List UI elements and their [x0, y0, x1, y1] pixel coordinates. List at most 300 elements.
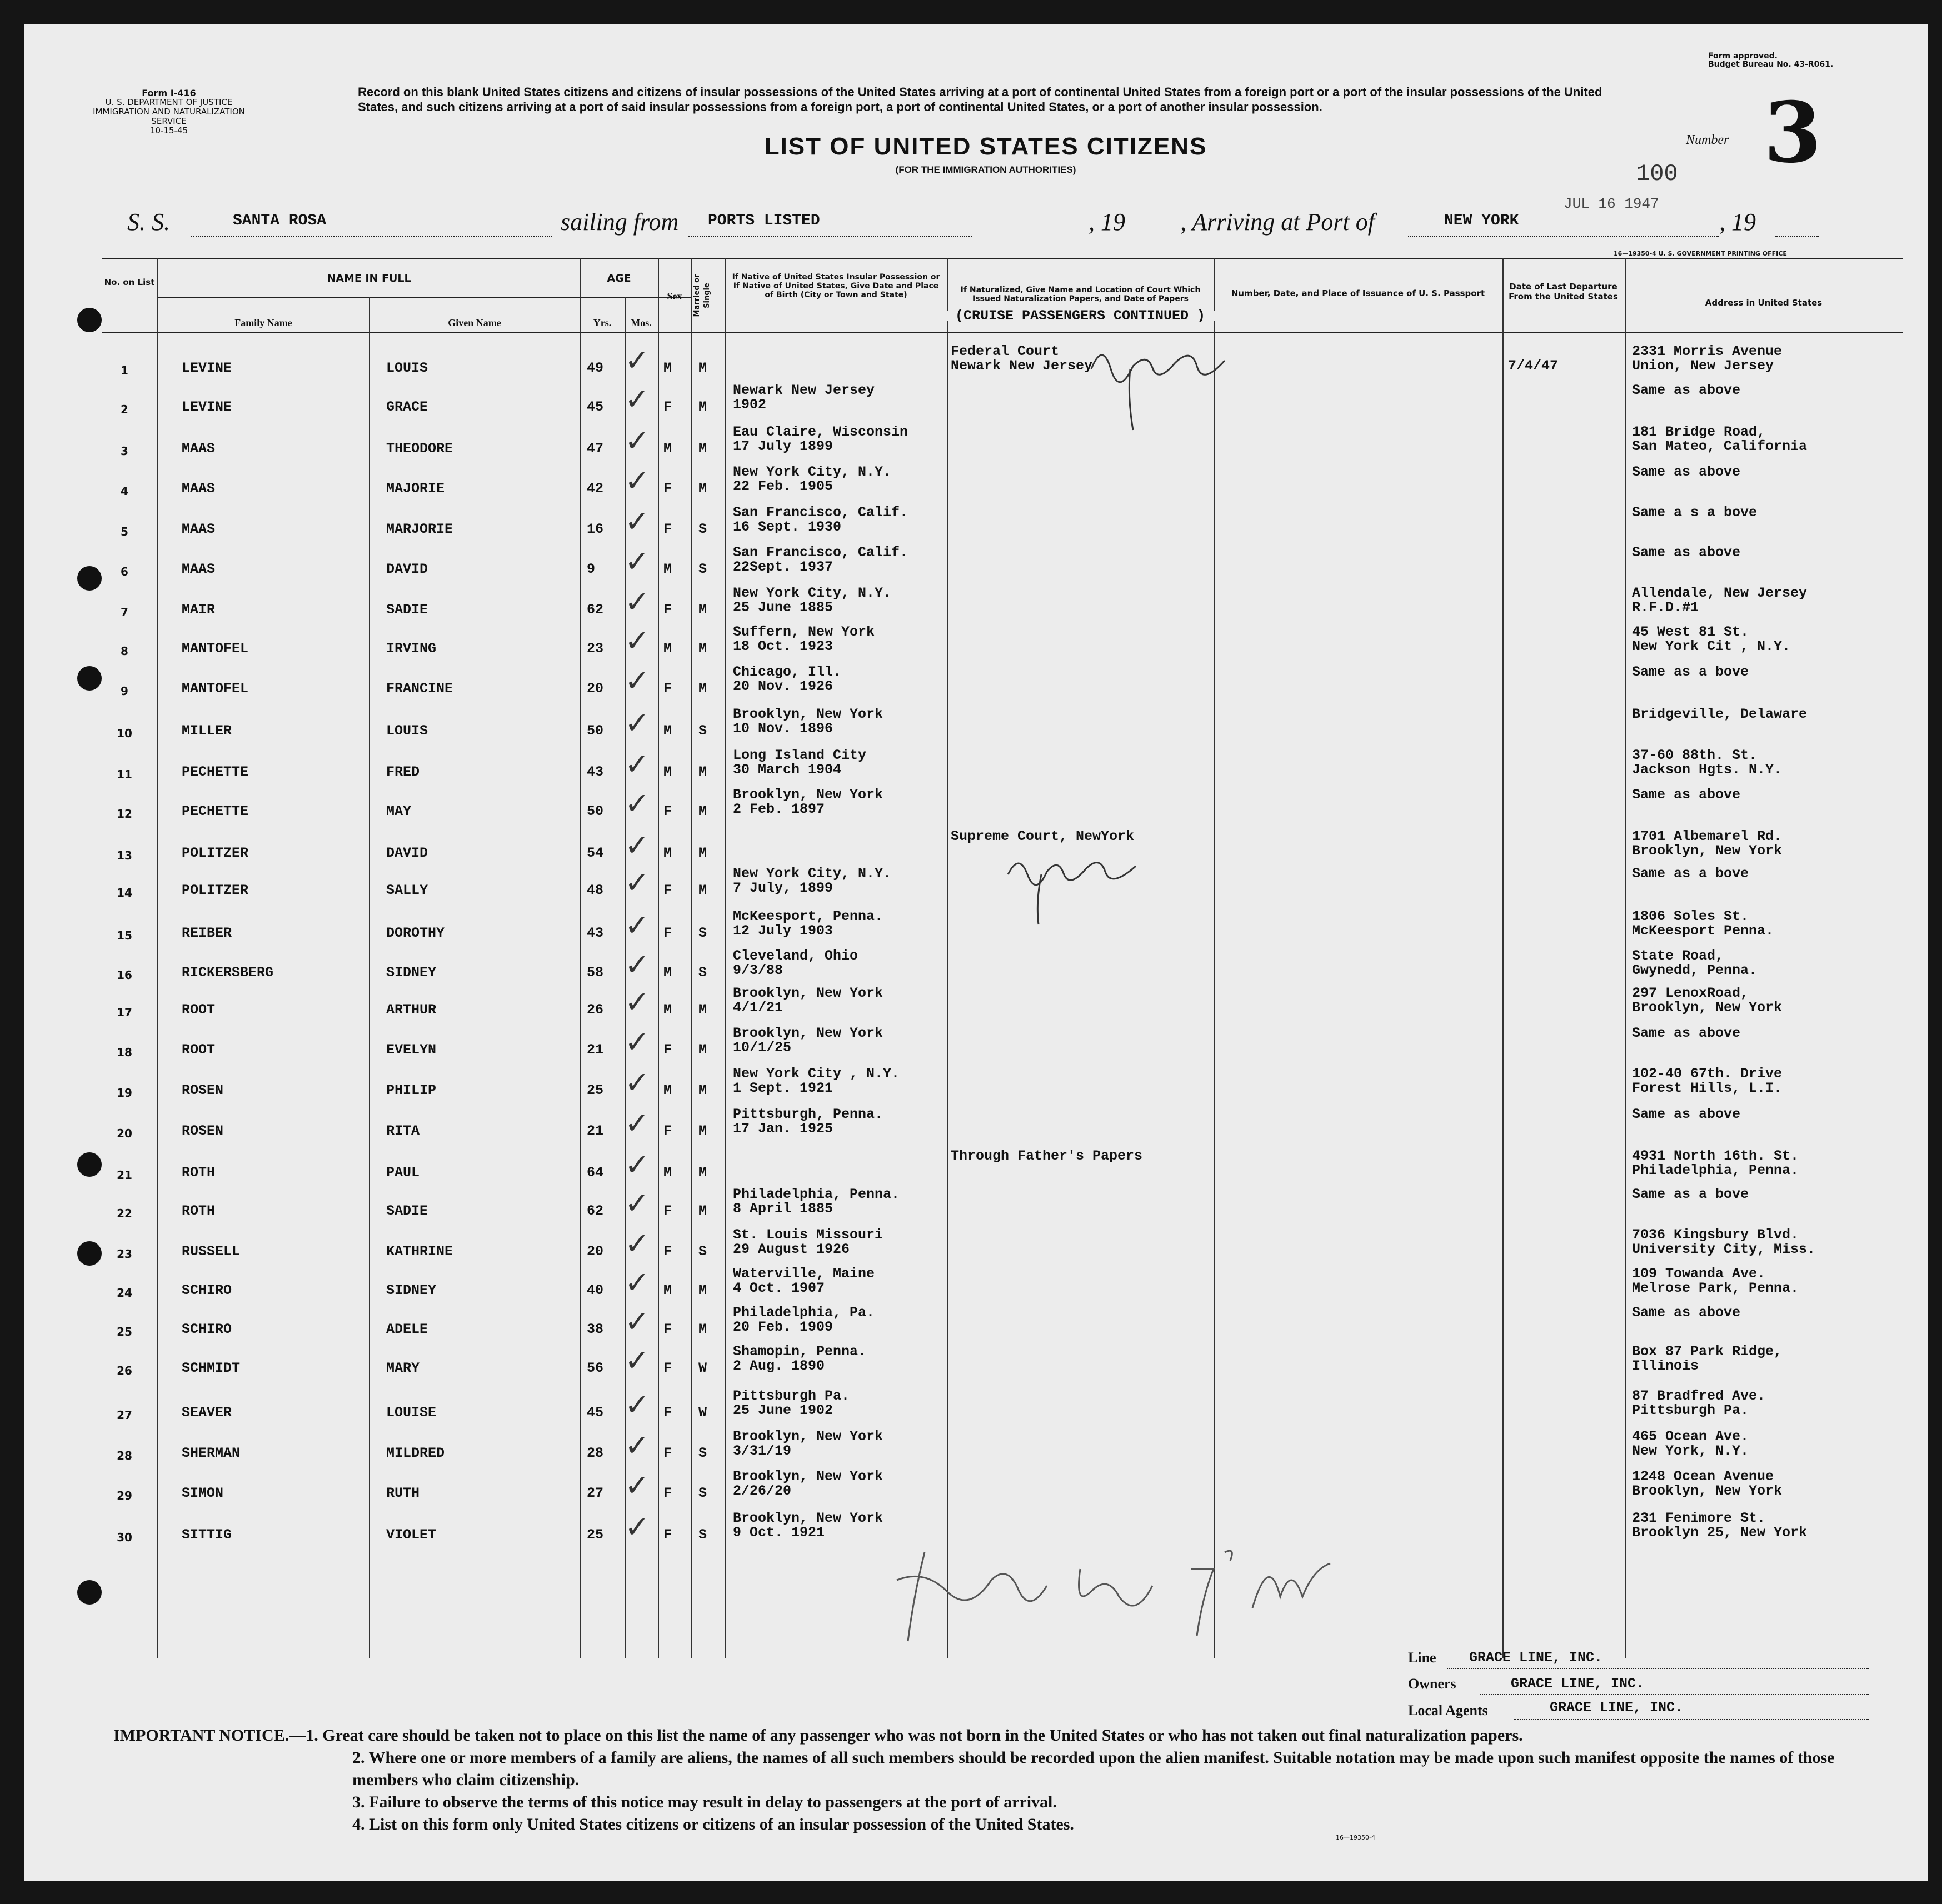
- col-rule: [691, 258, 692, 1658]
- age-years: 21: [587, 1042, 604, 1058]
- address-line-1: Same as above: [1632, 787, 1741, 803]
- year-underline: [1775, 236, 1819, 237]
- marital-status: S: [698, 561, 707, 577]
- age-years: 42: [587, 481, 604, 497]
- given-name: ARTHUR: [386, 1002, 437, 1018]
- line-value: GRACE LINE, INC.: [1469, 1650, 1603, 1666]
- check-mark-icon: ✓: [625, 623, 650, 658]
- check-mark-icon: ✓: [625, 504, 650, 539]
- check-mark-icon: ✓: [625, 947, 650, 982]
- check-mark-icon: ✓: [625, 1304, 650, 1339]
- given-name: MARJORIE: [386, 521, 453, 537]
- age-years: 27: [587, 1485, 604, 1501]
- age-years: 43: [587, 925, 604, 941]
- given-name: SALLY: [386, 882, 428, 898]
- check-mark-icon: ✓: [625, 828, 650, 863]
- row-number: 23: [117, 1247, 132, 1261]
- age-years: 49: [587, 360, 604, 376]
- check-mark-icon: ✓: [625, 1025, 650, 1060]
- year-label: , 19: [1089, 208, 1125, 236]
- sex: M: [663, 641, 672, 657]
- age-years: 25: [587, 1082, 604, 1098]
- header-no: No. on List: [104, 277, 155, 287]
- date-stamp: JUL 16 1947: [1564, 196, 1659, 212]
- col-rule: [1625, 258, 1626, 1658]
- marital-status: S: [698, 1485, 707, 1501]
- check-mark-icon: ✓: [625, 382, 650, 417]
- address-line-1: Same as above: [1632, 1025, 1741, 1041]
- birth-date: 2 Aug. 1890: [733, 1358, 825, 1374]
- family-name: LEVINE: [182, 360, 232, 376]
- punch-hole: [77, 1241, 102, 1266]
- col-rule: [947, 258, 948, 1658]
- marital-status: S: [698, 1445, 707, 1461]
- age-years: 58: [587, 965, 604, 981]
- line-underline: [1447, 1668, 1869, 1669]
- sex: M: [663, 965, 672, 981]
- name-subheader-rule: [158, 297, 691, 298]
- birth-place: St. Louis Missouri: [733, 1227, 883, 1243]
- table-top-rule: [102, 258, 1903, 259]
- row-number: 16: [117, 968, 132, 982]
- department: U. S. DEPARTMENT OF JUSTICE: [105, 97, 233, 107]
- check-mark-icon: ✓: [625, 1106, 650, 1141]
- marital-status: M: [698, 641, 707, 657]
- address-line-2: Forest Hills, L.I.: [1632, 1080, 1783, 1096]
- address-line-1: 109 Towanda Ave.: [1632, 1266, 1766, 1282]
- age-years: 50: [587, 723, 604, 739]
- given-name: PAUL: [386, 1165, 420, 1181]
- agents-underline: [1514, 1719, 1869, 1720]
- family-name: SHERMAN: [182, 1445, 241, 1461]
- sex: F: [663, 1360, 672, 1376]
- birth-date: 29 August 1926: [733, 1241, 850, 1257]
- check-mark-icon: ✓: [625, 463, 650, 498]
- check-mark-icon: ✓: [625, 786, 650, 821]
- address-line-1: 297 LenoxRoad,: [1632, 985, 1749, 1001]
- sex: M: [663, 1282, 672, 1298]
- row-number: 17: [117, 1006, 132, 1019]
- marital-status: S: [698, 521, 707, 537]
- col-rule: [369, 297, 370, 1658]
- row-number: 7: [121, 606, 128, 619]
- address-line-2: McKeesport Penna.: [1632, 923, 1774, 939]
- address-line-1: Same as above: [1632, 544, 1741, 561]
- given-name: FRANCINE: [386, 681, 453, 697]
- birth-date: 18 Oct. 1923: [733, 638, 833, 654]
- family-name: MAAS: [182, 521, 216, 537]
- family-name: ROTH: [182, 1165, 216, 1181]
- approval-text: Form approved.: [1708, 52, 1778, 61]
- given-name: THEODORE: [386, 441, 453, 457]
- header-age: AGE: [607, 272, 631, 284]
- sex: M: [663, 561, 672, 577]
- notice-item-1: [113, 1725, 1864, 1747]
- address-line-1: 1701 Albemarel Rd.: [1632, 828, 1783, 844]
- given-name: ADELE: [386, 1321, 428, 1337]
- departure-date: 7/4/47: [1508, 358, 1559, 374]
- row-number: 8: [121, 644, 128, 658]
- row-number: 1: [121, 364, 128, 377]
- row-number: 2: [121, 403, 128, 416]
- check-mark-icon: ✓: [625, 663, 650, 698]
- marital-status: M: [698, 882, 707, 898]
- given-name: RITA: [386, 1123, 420, 1139]
- birth-date: 25 June 1885: [733, 599, 833, 616]
- row-number: 11: [117, 768, 132, 781]
- given-name: DAVID: [386, 561, 428, 577]
- marital-status: M: [698, 481, 707, 497]
- sex: F: [663, 803, 672, 819]
- naturalization-court: Federal Court: [951, 343, 1060, 359]
- birth-place: San Francisco, Calif.: [733, 504, 908, 521]
- birth-date: 17 Jan. 1925: [733, 1121, 833, 1137]
- sex: M: [663, 1165, 672, 1181]
- budget-text: Budget Bureau No. 43-R061.: [1708, 60, 1834, 69]
- given-name: KATHRINE: [386, 1243, 453, 1260]
- age-years: 54: [587, 845, 604, 861]
- address-line-1: 37-60 88th. St.: [1632, 747, 1758, 763]
- address-line-2: Union, New Jersey: [1632, 358, 1774, 374]
- address-line-1: State Road,: [1632, 948, 1724, 964]
- col-rule: [658, 258, 659, 1658]
- row-number: 10: [117, 727, 132, 740]
- birth-place: Cleveland, Ohio: [733, 948, 858, 964]
- row-number: 12: [117, 807, 132, 821]
- age-years: 38: [587, 1321, 604, 1337]
- given-name: RUTH: [386, 1485, 420, 1501]
- sex: F: [663, 1485, 672, 1501]
- sex: M: [663, 845, 672, 861]
- sex: F: [663, 882, 672, 898]
- punch-hole: [77, 1580, 102, 1605]
- marital-status: M: [698, 1282, 707, 1298]
- birth-place: Brooklyn, New York: [733, 1468, 883, 1485]
- marital-status: M: [698, 1165, 707, 1181]
- check-mark-icon: ✓: [625, 584, 650, 619]
- col-rule: [725, 258, 726, 1658]
- punch-hole: [77, 308, 102, 332]
- check-mark-icon: ✓: [625, 423, 650, 458]
- age-years: 26: [587, 1002, 604, 1018]
- marital-status: W: [698, 1405, 707, 1421]
- arriving-label: , Arriving at Port of: [1180, 208, 1375, 236]
- family-name: MILLER: [182, 723, 232, 739]
- header-naturalized: If Naturalized, Give Name and Location of Court Which Issued Naturalization Papers, and Date of Papers: [960, 286, 1201, 303]
- naturalization-court: Supreme Court, NewYork: [951, 828, 1135, 844]
- birth-place: New York City, N.Y.: [733, 464, 892, 480]
- header-departure: Date of Last Departure From the United States: [1509, 282, 1618, 302]
- address-line-1: Same a s a bove: [1632, 504, 1758, 521]
- given-name: MAY: [386, 803, 412, 819]
- birth-place: Long Island City: [733, 747, 867, 763]
- marital-status: S: [698, 1243, 707, 1260]
- notice-item-3: 3. Failure to observe the terms of this notice may result in delay to passengers at the port of arrival.: [352, 1793, 1057, 1811]
- print-code: 16—19350-4: [1336, 1834, 1375, 1841]
- age-years: 64: [587, 1165, 604, 1181]
- form-identification: [91, 88, 247, 136]
- arrival-port: NEW YORK: [1444, 212, 1519, 229]
- marital-status: M: [698, 1082, 707, 1098]
- birth-date: 7 July, 1899: [733, 880, 833, 896]
- age-years: 48: [587, 882, 604, 898]
- address-line-2: R.F.D.#1: [1632, 599, 1699, 616]
- agents-label: Local Agents: [1408, 1702, 1488, 1718]
- check-mark-icon: ✓: [625, 1226, 650, 1261]
- marital-status: M: [698, 1203, 707, 1219]
- birth-place: Brooklyn, New York: [733, 985, 883, 1001]
- number-label: Number: [1686, 133, 1729, 147]
- marital-status: M: [698, 764, 707, 780]
- check-mark-icon: ✓: [625, 1065, 650, 1100]
- marital-status: M: [698, 1321, 707, 1337]
- header-passport: Number, Date, and Place of Issuance of U. S. Passport: [1231, 288, 1485, 298]
- marital-status: S: [698, 965, 707, 981]
- ship-underline: [191, 236, 552, 237]
- address-line-1: 1248 Ocean Avenue: [1632, 1468, 1774, 1485]
- birth-place: Pittsburgh Pa.: [733, 1388, 850, 1404]
- birth-place: Brooklyn, New York: [733, 706, 883, 722]
- sex: F: [663, 399, 672, 415]
- header-given: Given Name: [448, 317, 501, 328]
- header-yrs: Yrs.: [593, 317, 612, 328]
- birth-date: 22 Feb. 1905: [733, 478, 833, 494]
- age-years: 45: [587, 399, 604, 415]
- row-number: 27: [117, 1408, 132, 1422]
- approval-note: [1708, 52, 1886, 69]
- col-rule: [1214, 258, 1215, 1658]
- handwritten-note-2: [975, 836, 1152, 930]
- page-subtitle: (FOR THE IMMIGRATION AUTHORITIES): [895, 164, 1076, 175]
- row-number: 15: [117, 929, 132, 942]
- address-line-2: University City, Miss.: [1632, 1241, 1816, 1257]
- given-name: VIOLET: [386, 1527, 437, 1543]
- naturalization-court: Through Father's Papers: [951, 1148, 1143, 1164]
- family-name: ROOT: [182, 1002, 216, 1018]
- col-rule: [157, 258, 158, 1658]
- manifest-sheet: [24, 24, 1928, 1881]
- notice-text-1: 1. Great care should be taken not to place on this list the name of any passenger who was not born in the United States or who has not taken out final naturalization papers.: [306, 1726, 1523, 1745]
- family-name: SEAVER: [182, 1405, 232, 1421]
- family-name: MAAS: [182, 481, 216, 497]
- address-line-2: New York Cit , N.Y.: [1632, 638, 1791, 654]
- sex: F: [663, 521, 672, 537]
- row-number: 4: [121, 484, 128, 498]
- check-mark-icon: ✓: [625, 865, 650, 900]
- family-name: LEVINE: [182, 399, 232, 415]
- birth-place: New York City , N.Y.: [733, 1066, 900, 1082]
- naturalization-location: Newark New Jersey: [951, 358, 1093, 374]
- birth-date: 10/1/25: [733, 1040, 792, 1056]
- family-name: REIBER: [182, 925, 232, 941]
- notice-item-2: 2. Where one or more members of a family are aliens, the names of all such members should be recorded upon the alien manifest. Suitable notation may be made upon such manifest opposite the names of those members who claim citizenship.: [352, 1748, 1835, 1789]
- header-mos: Mos.: [631, 317, 652, 328]
- col-rule: [1502, 258, 1504, 1658]
- row-number: 21: [117, 1168, 132, 1182]
- address-line-2: New York, N.Y.: [1632, 1443, 1749, 1459]
- sex: F: [663, 1527, 672, 1543]
- family-name: ROOT: [182, 1042, 216, 1058]
- marital-status: M: [698, 602, 707, 618]
- birth-place: Shamopin, Penna.: [733, 1343, 867, 1360]
- family-name: SCHIRO: [182, 1321, 232, 1337]
- given-name: FRED: [386, 764, 420, 780]
- row-number: 3: [121, 444, 128, 458]
- notice-item-4: 4. List on this form only United States citizens or citizens of an insular possession of the United States.: [352, 1815, 1074, 1833]
- marital-status: M: [698, 1002, 707, 1018]
- sex: F: [663, 1042, 672, 1058]
- sex: F: [663, 1123, 672, 1139]
- address-line-2: Brooklyn, New York: [1632, 1483, 1783, 1499]
- birth-place: Philadelphia, Penna.: [733, 1186, 900, 1202]
- family-name: POLITZER: [182, 882, 249, 898]
- marital-status: W: [698, 1360, 707, 1376]
- family-name: RUSSELL: [182, 1243, 241, 1260]
- age-years: 45: [587, 1405, 604, 1421]
- marital-status: M: [698, 399, 707, 415]
- birth-place: McKeesport, Penna.: [733, 908, 883, 924]
- cruise-note: (CRUISE PASSENGERS CONTINUED ): [925, 311, 1236, 321]
- family-name: SIMON: [182, 1485, 224, 1501]
- given-name: LOUIS: [386, 360, 428, 376]
- birth-date: 16 Sept. 1930: [733, 519, 842, 535]
- age-years: 40: [587, 1282, 604, 1298]
- sheet-number: 100: [1636, 161, 1678, 187]
- row-number: 14: [117, 886, 132, 899]
- birth-date: 2 Feb. 1897: [733, 801, 825, 817]
- row-number: 26: [117, 1364, 132, 1377]
- given-name: SADIE: [386, 602, 428, 618]
- age-years: 62: [587, 1203, 604, 1219]
- address-line-1: 4931 North 16th. St.: [1632, 1148, 1799, 1164]
- address-line-2: Melrose Park, Penna.: [1632, 1280, 1799, 1296]
- sex: F: [663, 1243, 672, 1260]
- birth-place: Brooklyn, New York: [733, 1510, 883, 1526]
- given-name: MARY: [386, 1360, 420, 1376]
- table-header-rule: [102, 332, 1903, 333]
- sailing-underline: [688, 236, 972, 237]
- given-name: SIDNEY: [386, 1282, 437, 1298]
- marital-status: S: [698, 723, 707, 739]
- punch-hole: [77, 566, 102, 591]
- sex: F: [663, 481, 672, 497]
- birth-place: New York City, N.Y.: [733, 585, 892, 601]
- birth-place: Newark New Jersey: [733, 382, 875, 398]
- family-name: RICKERSBERG: [182, 965, 274, 981]
- address-line-1: Same as above: [1632, 382, 1741, 398]
- handwritten-note-1: [1080, 336, 1247, 436]
- given-name: LOUIS: [386, 723, 428, 739]
- port-underline: [1408, 236, 1719, 237]
- address-line-1: 45 West 81 St.: [1632, 624, 1749, 640]
- given-name: PHILIP: [386, 1082, 437, 1098]
- address-line-1: Same as a bove: [1632, 664, 1749, 680]
- sailing-from: PORTS LISTED: [708, 212, 820, 229]
- age-years: 25: [587, 1527, 604, 1543]
- address-line-2: Brooklyn, New York: [1632, 1000, 1783, 1016]
- check-mark-icon: ✓: [625, 908, 650, 943]
- birth-date: 2/26/20: [733, 1483, 792, 1499]
- birth-date: 20 Nov. 1926: [733, 678, 833, 694]
- row-number: 28: [117, 1449, 132, 1462]
- address-line-1: Same as above: [1632, 1305, 1741, 1321]
- age-years: 28: [587, 1445, 604, 1461]
- address-line-1: Same as a bove: [1632, 866, 1749, 882]
- birth-date: 10 Nov. 1896: [733, 721, 833, 737]
- header-family: Family Name: [234, 317, 292, 328]
- address-line-1: 465 Ocean Ave.: [1632, 1428, 1749, 1445]
- address-line-1: 181 Bridge Road,: [1632, 424, 1766, 440]
- check-mark-icon: ✓: [625, 706, 650, 741]
- sex: F: [663, 1405, 672, 1421]
- form-number: Form I-416: [142, 88, 196, 98]
- age-years: 43: [587, 764, 604, 780]
- check-mark-icon: ✓: [625, 1343, 650, 1378]
- address-line-2: Pittsburgh Pa.: [1632, 1402, 1749, 1418]
- given-name: DAVID: [386, 845, 428, 861]
- marital-status: M: [698, 803, 707, 819]
- ship-name: SANTA ROSA: [233, 212, 327, 229]
- birth-date: 25 June 1902: [733, 1402, 833, 1418]
- age-years: 50: [587, 803, 604, 819]
- row-number: 22: [117, 1207, 132, 1220]
- marital-status: M: [698, 441, 707, 457]
- birth-date: 4 Oct. 1907: [733, 1280, 825, 1296]
- header-married: Married or Single: [693, 274, 711, 317]
- sex: F: [663, 925, 672, 941]
- sex: M: [663, 360, 672, 376]
- check-mark-icon: ✓: [625, 1428, 650, 1463]
- address-line-2: Jackson Hgts. N.Y.: [1632, 762, 1783, 778]
- birth-place: Suffern, New York: [733, 624, 875, 640]
- agents-value: GRACE LINE, INC.: [1550, 1700, 1684, 1716]
- birth-date: 20 Feb. 1909: [733, 1319, 833, 1335]
- address-line-1: Bridgeville, Delaware: [1632, 706, 1808, 722]
- service: IMMIGRATION AND NATURALIZATION SERVICE: [93, 107, 245, 126]
- printing-office-code: 16—19350-4 U. S. GOVERNMENT PRINTING OFFICE: [1614, 250, 1787, 257]
- birth-place: Eau Claire, Wisconsin: [733, 424, 908, 440]
- family-name: ROTH: [182, 1203, 216, 1219]
- sex: F: [663, 681, 672, 697]
- check-mark-icon: ✓: [625, 985, 650, 1020]
- family-name: MAAS: [182, 561, 216, 577]
- birth-date: 30 March 1904: [733, 762, 842, 778]
- address-line-1: 2331 Morris Avenue: [1632, 343, 1783, 359]
- check-mark-icon: ✓: [625, 1510, 650, 1545]
- check-mark-icon: ✓: [625, 747, 650, 782]
- birth-date: 4/1/21: [733, 1000, 783, 1016]
- address-line-2: Illinois: [1632, 1358, 1699, 1374]
- address-line-2: Brooklyn 25, New York: [1632, 1525, 1808, 1541]
- punch-hole: [77, 1152, 102, 1177]
- family-name: PECHETTE: [182, 764, 249, 780]
- family-name: SITTIG: [182, 1527, 232, 1543]
- address-line-1: 102-40 67th. Drive: [1632, 1066, 1783, 1082]
- birth-date: 12 July 1903: [733, 923, 833, 939]
- punch-hole: [77, 666, 102, 691]
- birth-date: 1 Sept. 1921: [733, 1080, 833, 1096]
- birth-place: Brooklyn, New York: [733, 1428, 883, 1445]
- important-notice: [113, 1725, 1864, 1836]
- address-line-1: Same as a bove: [1632, 1186, 1749, 1202]
- row-number: 6: [121, 565, 128, 578]
- age-years: 62: [587, 602, 604, 618]
- birth-place: San Francisco, Calif.: [733, 544, 908, 561]
- sex: M: [663, 723, 672, 739]
- birth-date: 17 July 1899: [733, 438, 833, 454]
- check-mark-icon: ✓: [625, 1147, 650, 1182]
- inspector-signature: [891, 1530, 1347, 1658]
